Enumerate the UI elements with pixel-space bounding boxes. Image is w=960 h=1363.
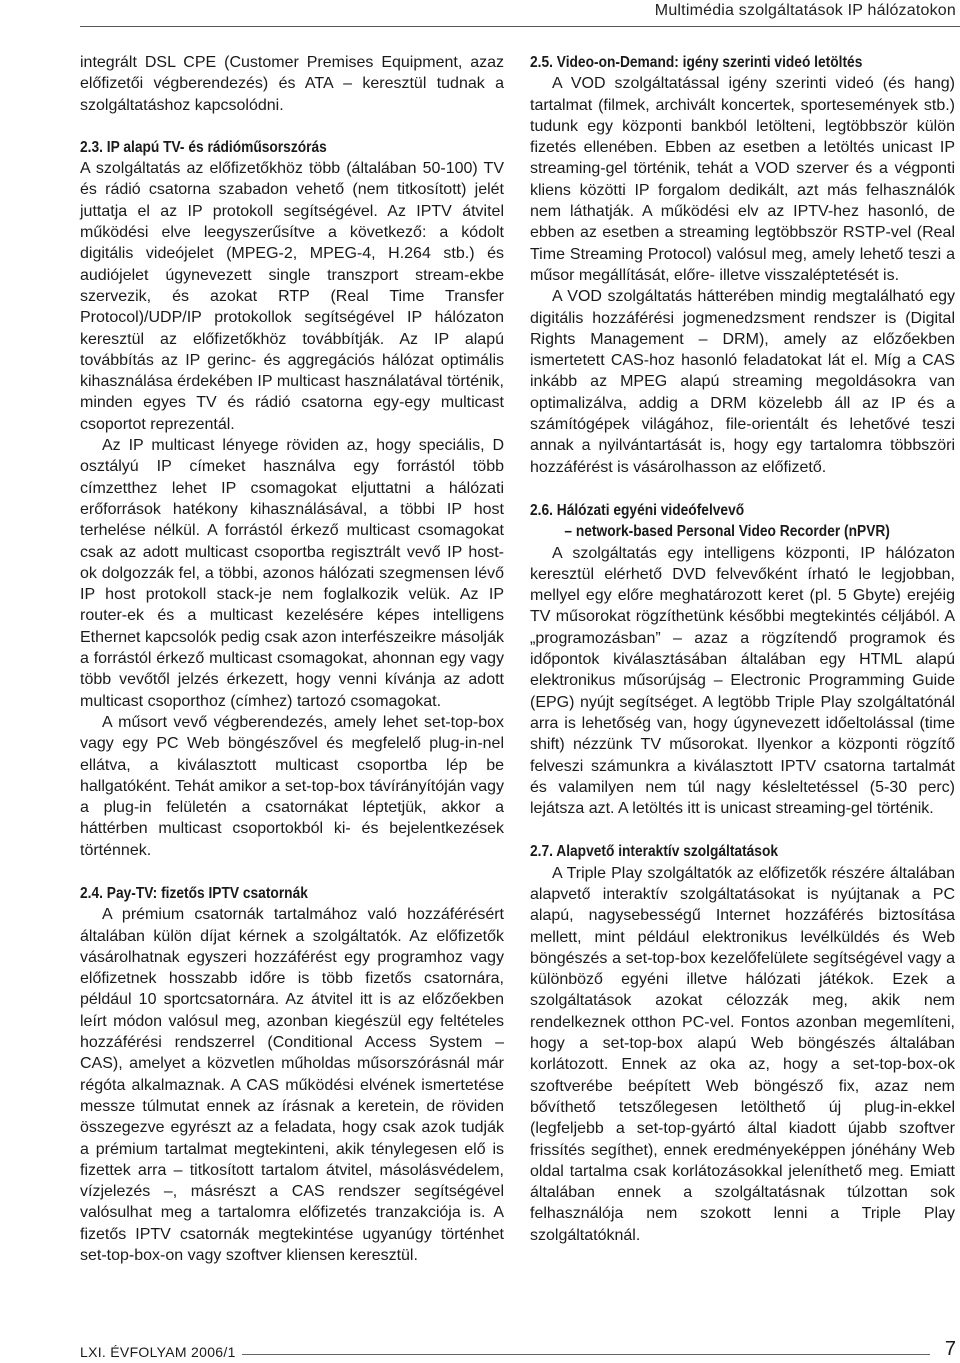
section-heading-2-3: 2.3. IP alapú TV- és rádióműsorszórás [80, 138, 327, 156]
paragraph: A szolgáltatás egy intelligens központi, IP hálózaton keresztül elérhető DVD felvevőként írható le legjobban, mellyel egy előre meghatározott keret (pl. 5 Gbyte) erejéig TV műsorokat rögzíthetünk későbbi megtekintés céljából. A „programozásban” – azaz a rögzítendő programok és időpontok kiválasztásában általában egy HTML alapú elektronikus műsorújság – Electronic Programming Guide (EPG) nyújt segítséget. A legtöbb Triple Play szolgáltatónál arra is lehetőség van, hogy úgynevezett időeltolással (time shift) nézzünk TV műsorokat. Ilyenkor a központi rögzítő felveszi számunkra a kiválasztott IPTV csatorna tartalmát és valamilyen nem túl nagy késleltetéssel (5-30 perc) lejátsza azt. A letöltés itt is unicast streaming-gel történik. [530, 544, 955, 818]
paragraph: A műsort vevő végberendezés, amely lehet set-top-box vagy egy PC Web böngészővel és megfelelő plug-in-nel ellátva, a kiválasztott multicast csoportba lép be hallgatóként. Tehát amikor a set-top-box távírányítóján vagy a plug-in felületén a csatornákat léptetjük, akkor a háttérben multicast csoportokból ki- és bejelentkezések történnek. [80, 713, 504, 859]
paragraph: A prémium csatornák tartalmához való hozzáférésért általában külön díjat kérnek a szolgáltatók. Az előfizetők vásárolhatnak egyszeri hozzáférést egy programhoz vagy előfizetnek hosszabb időre is több fizetős csatornára, például 10 sportcsatornára. Az átvitel itt is az előzőekben leírt módon valósul meg, azonban kiegészül egy feltételes hozzáférési rendszerrel (Conditional Access System – CAS), amelyet a közvetlen műholdas műsorszórásnál már régóta alkalmaznak. A CAS működési elvének ismertetése messze túlmutat ennek az írásnak a keretein, de röviden összegezve egyrészt az a feladata, hogy csak azok tudják a prémium tartalmat megtekinteni, akik ténylegesen elő is fizettek arra – titkosított tartalom átvitel, másolásvédelem, vízjelezés –, másrészt a CAS rendszer segítségével valósulhat meg a tartalomra előfizetés tranzakciója is. A fizetős IPTV csatornák megtekintése ugyanúgy történhet set-top-box-on vagy szoftver kliensen keresztül. [80, 906, 504, 1265]
paragraph: A Triple Play szolgáltatók az előfizetők részére általában alapvető interaktív szolgáltatásokat is nyújtanak a PC alapú, nagysebességű Internet hozzáférés biztosítása mellett, mint például elektronikus levélküldés és Web böngészés a set-top-box kezelőfelülete segítségével vagy a különböző egyéni illetve hálózati játékok. Ezek a szolgáltatások azokat célozzák meg, akik nem rendelkeznek otthon PC-vel. Fontos azonban megemlíteni, hogy a set-top-box alapú Web böngészés általában korlátozott. Ennek az oka az, hogy a set-top-box-ok szoftverébe beépített Web böngésző fix, azaz nem bővíthető tetszőlegesen letölthető új plug-in-ekkel (legfeljebb a set-top-gyártó által kiadott újabb szoftver frissítés segíthet), ennek eredményeképpen jónéhány Web oldal tartalma csak korlátozásokkal jeleníthető meg. Emiatt általában ennek a szolgáltatásnak túlzottan sok felhasználója nem szokott lenni a Triple Play szolgáltatóknál. [530, 864, 955, 1244]
paragraph: A VOD szolgáltatás hátterében mindig megtalálható egy digitális hozzáférési jogmenedzsment rendszer is (Digital Rights Management – DRM), amely az előzőekben ismertetett CAS-hoz hasonló feladatokat lát el. Míg a CAS inkább az MPEG alapú streaming megoldásokra van optimalizálva, addig a DRM közelebb áll az IP és a számítógépek világához, file-orientált és lehetővé teszi annak a nyilvántartását is, hogy egy tartalomra többszöri hozzáférést is vásárolhasson az előfizető. [530, 288, 955, 476]
spacer [80, 861, 504, 883]
section-subheading-2-6: – network-based Personal Video Recorder (nPVR) [564, 523, 890, 541]
spacer [530, 819, 955, 841]
section-heading-2-5: 2.5. Video-on-Demand: igény szerinti videó letöltés [530, 54, 863, 71]
spacer [530, 478, 955, 500]
intro-paragraph: integrált DSL CPE (Customer Premises Equipment, azaz előfizetői végberendezés) és ATA – keresztül tudnak a szolgáltatáshoz kapcsolódni. [80, 54, 504, 114]
paragraph: A szolgáltatás az előfizetőkhöz több (általában 50-100) TV és rádió csatorna szabadon vehető (nem titkosított) jelét juttatja el az IP protokoll segítségével. Az IPTV átvitel működési elve leegyszerűsítve a következő: a kódolt digitális videójelet (MPEG-2, MPEG-4, H.264 stb.) és audiójelet úgynevezett single transzport stream-ekbe szervezik, és azokat RTP (Real Time Transfer Protocol)/UDP/IP protokollok segítségével IP hálózaton keresztül az előfizetőkhöz továbbítják. Az IP alapú továbbítás az IP gerinc- és aggregációs hálózat optimális kihasználása érdekében IP multicast használatával történik, minden egyes TV és rádió csatorna egy-egy multicast csoportot reprezentál. [80, 160, 504, 433]
section-heading-2-6: 2.6. Hálózati egyéni videófelvevő [530, 501, 745, 519]
paragraph: Az IP multicast lényege röviden az, hogy speciális, D osztályú IP címeket használva egy forrástól több címzetthez lehet IP csomagokat eljuttatni a hálózati erőforrások hatékony kihasználásával, a többi IP host terhelése nélkül. A forrástól érkező multicast csomagokat csak az adott multicast csoportba regisztrált vevő IP host-ok dolgozzák fel, a többi, azonos hálózati szegmensen lévő IP host protokoll stack-je nem foglalkozik velük. Az IP router-ek és a multicast kezelésére képes intelligens Ethernet kapcsolók pedig csak azon interfészeikre másolják a forrástól érkező multicast csomagokat, ahonnan egy vagy több vevőtől jelzés érkezett, hogy venni kívánja az adott multicast csoporthoz (címhez) tartozó csomagokat. [80, 437, 504, 710]
paragraph: A VOD szolgáltatással igény szerinti videó (és hang) tartalmat (filmek, archivált koncertek, sportesemények stb.) tudunk egy központi bankból letölteni, legtöbbször külön fizetés ellenében. Ebben az esetben a letöltés unicast IP streaming-gel történik, tehát a VOD szerver és a végponti kliens közötti IP forgalom dedikált, azt más felhasználók nem láthatják. A működési elv az IPTV-hez hasonló, de ebben az esetben a streaming legtöbbször RSTP-vel (Real Time Streaming Protocol) valósul meg, amely lehető teszi a műsor megállítását, előre- illetve visszaléptetését is. [530, 75, 955, 284]
right-column [530, 52, 955, 1246]
left-column [80, 52, 504, 1266]
header-rule [80, 26, 960, 27]
footer-issue: LXI. ÉVFOLYAM 2006/1 [80, 1343, 242, 1361]
page-number: 7 [939, 1337, 956, 1361]
spacer [80, 116, 504, 137]
section-heading-2-4: 2.4. Pay-TV: fizetős IPTV csatornák [80, 884, 308, 902]
section-heading-2-7: 2.7. Alapvető interaktív szolgáltatások [530, 843, 779, 861]
running-header: Multimédia szolgáltatások IP hálózatokon [654, 2, 956, 19]
